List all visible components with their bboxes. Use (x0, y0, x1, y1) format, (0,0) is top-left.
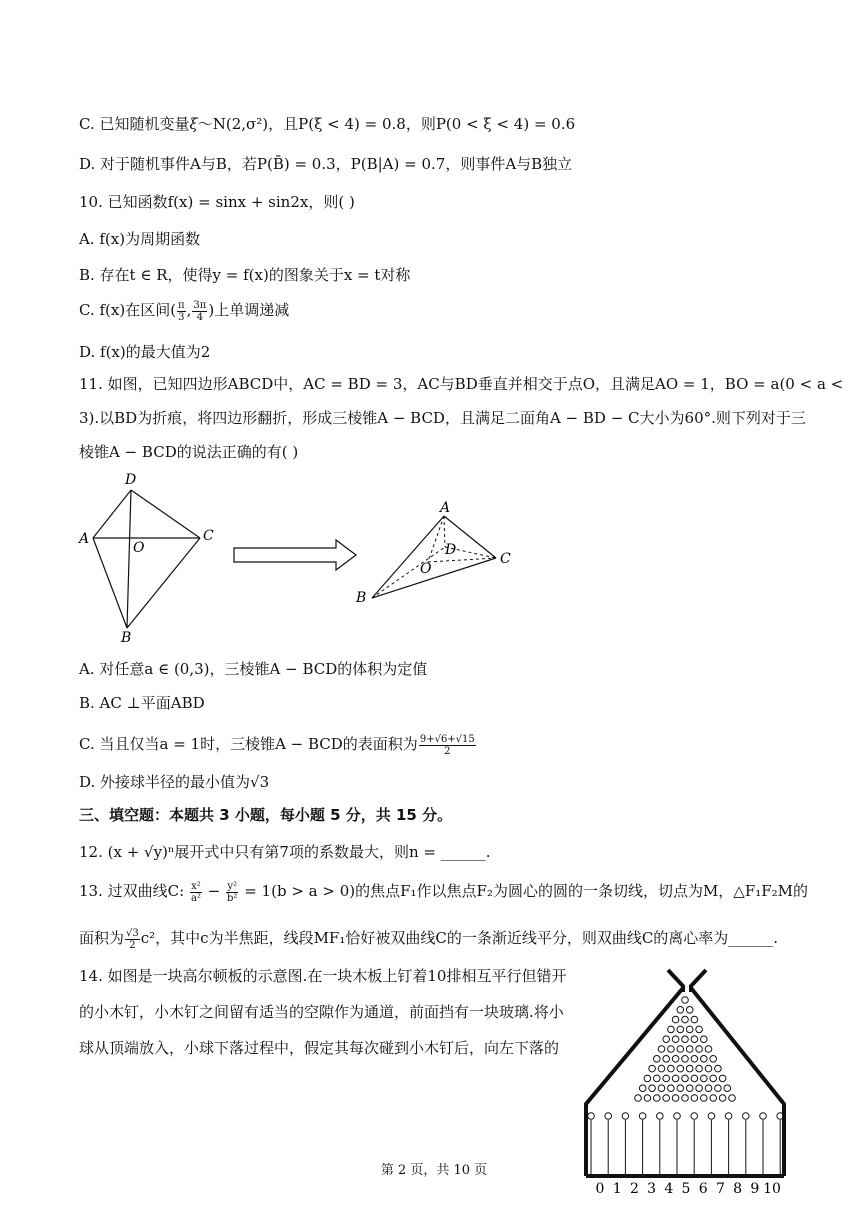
galton-peg (724, 1085, 731, 1092)
q11-transform-arrow (232, 538, 360, 574)
galton-peg (644, 1075, 651, 1082)
galton-peg (705, 1065, 712, 1072)
galton-left-wall (586, 988, 683, 1176)
galton-peg (672, 1036, 679, 1043)
q10-option-a: A. f(x)为周期函数 (79, 230, 201, 248)
galton-peg (691, 1036, 698, 1043)
galton-slot-label: 8 (733, 1181, 743, 1197)
galton-slot-label: 7 (715, 1181, 725, 1197)
galton-peg (686, 1085, 693, 1092)
tet-label-a: A (440, 500, 451, 516)
q10-option-b: B. 存在t ∈ R，使得y = f(x)的图象关于x = t对称 (79, 266, 411, 284)
galton-peg (588, 1113, 595, 1120)
q11-figure-tetrahedron (350, 494, 520, 609)
kite-diagonal-bd (127, 490, 131, 628)
galton-peg (725, 1113, 732, 1120)
galton-peg (760, 1113, 767, 1120)
galton-peg (672, 1056, 679, 1063)
galton-peg (682, 997, 689, 1004)
q10-option-d: D. f(x)的最大值为2 (79, 343, 211, 361)
q10-frac2-num: 3π (193, 299, 207, 311)
galton-peg (658, 1065, 665, 1072)
q13-line1-pre: 13. 过双曲线C: (79, 882, 189, 900)
kite-label-o: O (133, 540, 145, 556)
tet-label-b: B (356, 590, 367, 606)
galton-peg (682, 1075, 689, 1082)
galton-peg (649, 1085, 656, 1092)
galton-peg (672, 1075, 679, 1082)
q9-option-d: D. 对于随机事件A与B，若P(B̄) = 0.3，P(B|A) = 0.7，则事件A与B独立 (79, 155, 573, 173)
tet-label-d: D (445, 542, 457, 558)
galton-peg (691, 1075, 698, 1082)
q11-option-a: A. 对任意a ∈ (0,3)，三棱锥A − BCD的体积为定值 (79, 660, 428, 678)
galton-peg (635, 1095, 642, 1102)
galton-peg (668, 1065, 675, 1072)
galton-peg (710, 1075, 717, 1082)
galton-peg (719, 1075, 726, 1082)
kite-label-c: C (203, 528, 214, 544)
galton-slot-label: 10 (763, 1181, 781, 1197)
q14-line3: 球从顶端放入，小球下落过程中，假定其每次碰到小木钉后，向左下落的 (79, 1039, 560, 1057)
kite-label-a: A (79, 531, 90, 547)
q13-frac-x-num: x² (191, 880, 201, 892)
galton-peg (691, 1016, 698, 1023)
q11-figure-kite (75, 468, 225, 646)
q10-frac-2 (192, 300, 207, 323)
galton-slot-label: 9 (750, 1181, 760, 1197)
q11-stem-line1: 11. 如图，已知四边形ABCD中，AC = BD = 3，AC与BD垂直并相交于点O，且满足AO = 1，BO = a(0 < a < (79, 375, 844, 393)
tet-dash-ao (428, 516, 444, 562)
galton-peg (672, 1016, 679, 1023)
q9-optc-rest: ，且P(ξ < 4) = 0.8，则P(0 < ξ < 4) = 0.6 (268, 115, 576, 133)
galton-slot-label: 0 (595, 1181, 605, 1197)
galton-peg (696, 1046, 703, 1053)
q11-option-d: D. 外接球半径的最小值为√3 (79, 773, 270, 791)
galton-peg (682, 1036, 689, 1043)
kite-label-d: D (125, 472, 137, 488)
q10-optc-post: )上单调递减 (208, 301, 290, 319)
galton-peg (682, 1095, 689, 1102)
galton-peg (658, 1085, 665, 1092)
q10-stem: 10. 已知函数f(x) = sinx + sin2x，则( ) (79, 193, 355, 211)
q13-frac-x (190, 881, 202, 904)
q13-frac-y (226, 881, 238, 904)
galton-peg (668, 1026, 675, 1033)
galton-peg (654, 1095, 661, 1102)
q10-optc-pre: C. f(x)在区间( (79, 301, 177, 319)
q13-line1: 13. 过双曲线C: $\frac{\text{x²}}{\text{a²}}$ − $\frac{\text{y²}}{\text{b²}}$ = 1(b > a > 0)的焦点F₁作以焦点F₂为圆心的圆的一条切线，切点为M，△F₁F₂M的 (79, 880, 809, 904)
tet-label-o: O (420, 561, 432, 577)
q11-stem-line3: 棱锥A − BCD的说法正确的有( ) (79, 443, 299, 461)
galton-peg (657, 1113, 664, 1120)
q10-option-c: C. f(x)在区间( $\frac{\pi}{3}$ , $\frac{3\pi}{4}$ )上单调递减 (79, 299, 290, 323)
page-footer: 第 2 页，共 10 页 (380, 1163, 488, 1178)
q13-line2-pre: 面积为 (79, 929, 125, 947)
galton-peg (696, 1085, 703, 1092)
galton-peg (729, 1095, 736, 1102)
galton-peg (686, 1007, 693, 1014)
galton-peg (668, 1046, 675, 1053)
q14-line2: 的小木钉，小木钉之间留有适当的空隙作为通道，前面挡有一块玻璃.将小 (79, 1003, 564, 1021)
galton-slot-label: 2 (629, 1181, 639, 1197)
galton-peg (654, 1056, 661, 1063)
galton-peg (674, 1113, 681, 1120)
kite-label-b: B (121, 630, 132, 646)
q11-stem-line2: 3).以BD为折痕，将四边形翻折，形成三棱锥A − BCD，且满足二面角A − BD − C大小为60°.则下列对于三 (79, 409, 806, 427)
galton-slot-labels (596, 1181, 781, 1197)
q9-optc-pre: C. 已知随机变量 (79, 115, 190, 133)
q11-option-c (79, 733, 477, 757)
galton-slot-label: 5 (681, 1181, 691, 1197)
galton-peg (701, 1075, 708, 1082)
q13-frac-area-den: 2 (129, 939, 136, 951)
galton-peg (696, 1065, 703, 1072)
galton-peg (649, 1065, 656, 1072)
tet-label-c: C (500, 551, 511, 567)
tet-dash-bd (372, 547, 445, 598)
q11-option-b: B. AC ⊥平面ABD (79, 694, 205, 712)
q13-frac-area-num: √3 (126, 927, 139, 939)
galton-slot-label: 4 (664, 1181, 674, 1197)
galton-peg (663, 1095, 670, 1102)
kite-edge-ab (93, 538, 127, 628)
galton-peg (677, 1046, 684, 1053)
q13-frac-y-num: y² (227, 880, 238, 892)
galton-peg (719, 1095, 726, 1102)
galton-peg (696, 1026, 703, 1033)
galton-peg (701, 1036, 708, 1043)
galton-peg (701, 1095, 708, 1102)
q11-optc-den: 2 (444, 745, 451, 757)
q10-frac1-num: π (178, 299, 185, 311)
galton-peg (663, 1056, 670, 1063)
arrow-shape (234, 540, 356, 570)
q10-frac1-den: 3 (178, 311, 185, 323)
galton-peg (677, 1065, 684, 1072)
galton-peg (677, 1026, 684, 1033)
galton-peg (622, 1113, 629, 1120)
galton-peg (710, 1095, 717, 1102)
galton-peg (663, 1075, 670, 1082)
galton-peg (710, 1056, 717, 1063)
galton-peg (691, 1056, 698, 1063)
galton-peg (605, 1113, 612, 1120)
q10-frac-1 (177, 300, 186, 323)
q13-frac-x-den: a² (190, 892, 201, 904)
kite-edge-dc (131, 490, 200, 538)
galton-peg (705, 1046, 712, 1053)
q11-optc-frac (419, 734, 476, 757)
galton-peg (705, 1085, 712, 1092)
q11-optc-pre: C. 当且仅当a = 1时，三棱锥A − BCD的表面积为 (79, 735, 418, 753)
q13-line2 (79, 927, 778, 951)
q13-line1-post: = 1(b > a > 0)的焦点F₁作以焦点F₂为圆心的圆的一条切线，切点为M，△F₁F₂M的 (239, 882, 809, 900)
q13-frac-area (125, 928, 140, 951)
galton-peg (686, 1065, 693, 1072)
galton-peg (677, 1007, 684, 1014)
galton-peg (658, 1046, 665, 1053)
galton-peg (639, 1113, 646, 1120)
galton-pegs (588, 997, 784, 1120)
galton-peg (682, 1056, 689, 1063)
kite-edge-da (93, 490, 131, 538)
galton-peg (715, 1085, 722, 1092)
galton-peg (691, 1095, 698, 1102)
galton-peg (668, 1085, 675, 1092)
q14-line1: 14. 如图是一块高尔顿板的示意图.在一块木板上钉着10排相互平行但错开 (79, 967, 567, 985)
section-3-title: 三、填空题：本题共 3 小题，每小题 5 分，共 15 分。 (79, 806, 453, 824)
galton-peg (715, 1065, 722, 1072)
galton-peg (686, 1026, 693, 1033)
tet-edge-bc (372, 558, 496, 598)
galton-peg (708, 1113, 715, 1120)
galton-peg (682, 1016, 689, 1023)
q9-option-c (79, 113, 575, 135)
galton-peg (743, 1113, 750, 1120)
galton-peg (672, 1095, 679, 1102)
galton-slot-label: 1 (612, 1181, 622, 1197)
galton-peg (701, 1056, 708, 1063)
tet-edge-ab (372, 516, 444, 598)
q13-line2-post: c²，其中c为半焦距，线段MF₁恰好被双曲线C的一条渐近线平分，则双曲线C的离心率为______. (140, 929, 779, 947)
galton-peg (639, 1085, 646, 1092)
galton-peg (677, 1085, 684, 1092)
q11-optc-num: 9+√6+√15 (419, 733, 475, 745)
galton-peg (663, 1036, 670, 1043)
galton-peg (691, 1113, 698, 1120)
galton-slot-label: 3 (647, 1181, 657, 1197)
galton-slot-label: 6 (698, 1181, 708, 1197)
q13-frac-y-den: b² (227, 892, 238, 904)
q9-optc-xi: ξ (189, 115, 198, 133)
q12-text: 12. (x + √y)ⁿ展开式中只有第7项的系数最大，则n = ______. (79, 843, 491, 861)
galton-peg (644, 1095, 651, 1102)
galton-peg (686, 1046, 693, 1053)
galton-peg (654, 1075, 661, 1082)
q9-optc-dist: ～N(2,σ²) (197, 115, 269, 133)
q10-frac2-den: 4 (196, 311, 204, 323)
